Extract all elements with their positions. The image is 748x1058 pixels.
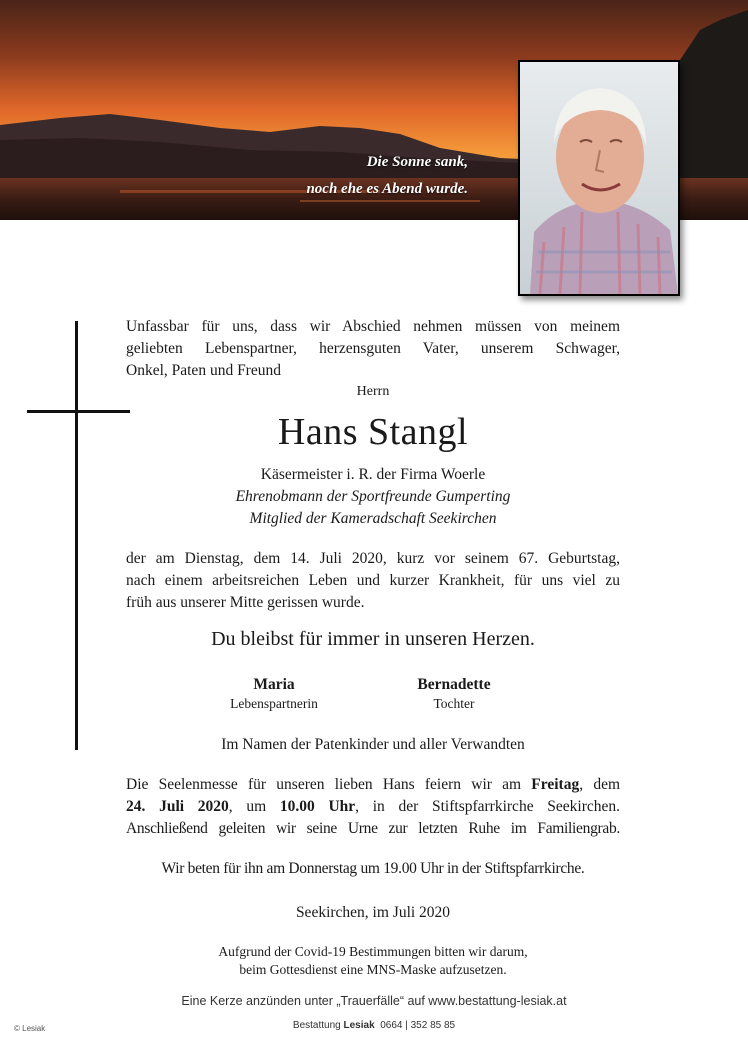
mass-day: Freitag: [531, 776, 580, 793]
mass-time: 10.00 Uhr: [279, 798, 356, 815]
company-name-b: Lesiak: [343, 1020, 375, 1031]
cross-horizontal-bar: [27, 410, 130, 413]
salutation: Herrn: [356, 384, 390, 399]
company-phone: 0664 | 352 85 85: [380, 1020, 456, 1031]
death-line-3: früh aus unserer Mitte gerissen wurde.: [126, 594, 365, 611]
quote-line-2: noch ehe es Abend wurde.: [306, 181, 468, 197]
covid-line-1: Aufgrund der Covid-19 Bestimmungen bitten wir darum,: [218, 944, 528, 959]
copyright: © Lesiak: [14, 1024, 46, 1033]
prayer-line: Wir beten für ihn am Donnerstag um 19.00 Uhr in der Stiftspfarrkirche.: [161, 860, 585, 877]
title-line-1: Käsermeister i. R. der Firma Woerle: [260, 466, 486, 483]
intro-line-1: Unfassbar für uns, dass wir Abschied nehmen müssen von meinem: [126, 318, 620, 335]
company-line: [0, 1020, 748, 1031]
death-line-1: der am Dienstag, dem 14. Juli 2020, kurz vor seinem 67. Geburtstag,: [126, 550, 620, 567]
mourner-name-1: Maria: [253, 676, 295, 693]
intro-line-2: geliebten Lebenspartner, herzensguten Vater, unserem Schwager,: [126, 340, 620, 357]
mass-line-2-d: , in der Stiftspfarrkirche Seekirchen.: [355, 798, 621, 815]
portrait-image: [520, 62, 678, 294]
title-line-2: Ehrenobmann der Sportfreunde Gumperting: [235, 488, 511, 505]
title-line-3: Mitglied der Kameradschaft Seekirchen: [249, 510, 497, 527]
relatives-line: Im Namen der Patenkinder und aller Verwandten: [221, 736, 525, 753]
covid-line-2: beim Gottesdienst eine MNS-Maske aufzusetzen.: [239, 962, 507, 977]
mourner-role-2: Tochter: [433, 696, 475, 711]
mass-line-2-b: , um: [228, 798, 280, 815]
candle-link-text[interactable]: Eine Kerze anzünden unter „Trauerfälle“ auf www.bestattung-lesiak.at: [181, 994, 567, 1008]
mass-date: 24. Juli 2020: [126, 798, 229, 815]
mass-line-1-c: , dem: [579, 776, 620, 793]
deceased-name: Hans Stangl: [277, 411, 469, 453]
place-date: Seekirchen, im Juli 2020: [295, 904, 451, 921]
mass-line-3: Anschließend geleiten wir seine Urne zur letzten Ruhe im Familiengrab.: [126, 820, 620, 837]
motto: Du bleibst für immer in unseren Herzen.: [211, 628, 535, 650]
cross-vertical-bar: [75, 321, 78, 750]
mass-line-2: [126, 798, 620, 816]
mourner-name-2: Bernadette: [417, 676, 491, 693]
mass-line-1: [126, 776, 620, 794]
portrait-photo: [518, 60, 680, 296]
intro-line-3: Onkel, Paten und Freund: [126, 362, 281, 379]
death-line-2: nach einem arbeitsreichen Leben und kurzer Krankheit, für uns viel zu: [126, 572, 620, 589]
mass-line-1-a: Die Seelenmesse für unseren lieben Hans feiern wir am: [126, 776, 532, 793]
mourner-role-1: Lebenspartnerin: [230, 696, 318, 711]
quote-line-1: Die Sonne sank,: [366, 154, 468, 170]
company-name-a: Bestattung: [292, 1020, 341, 1031]
